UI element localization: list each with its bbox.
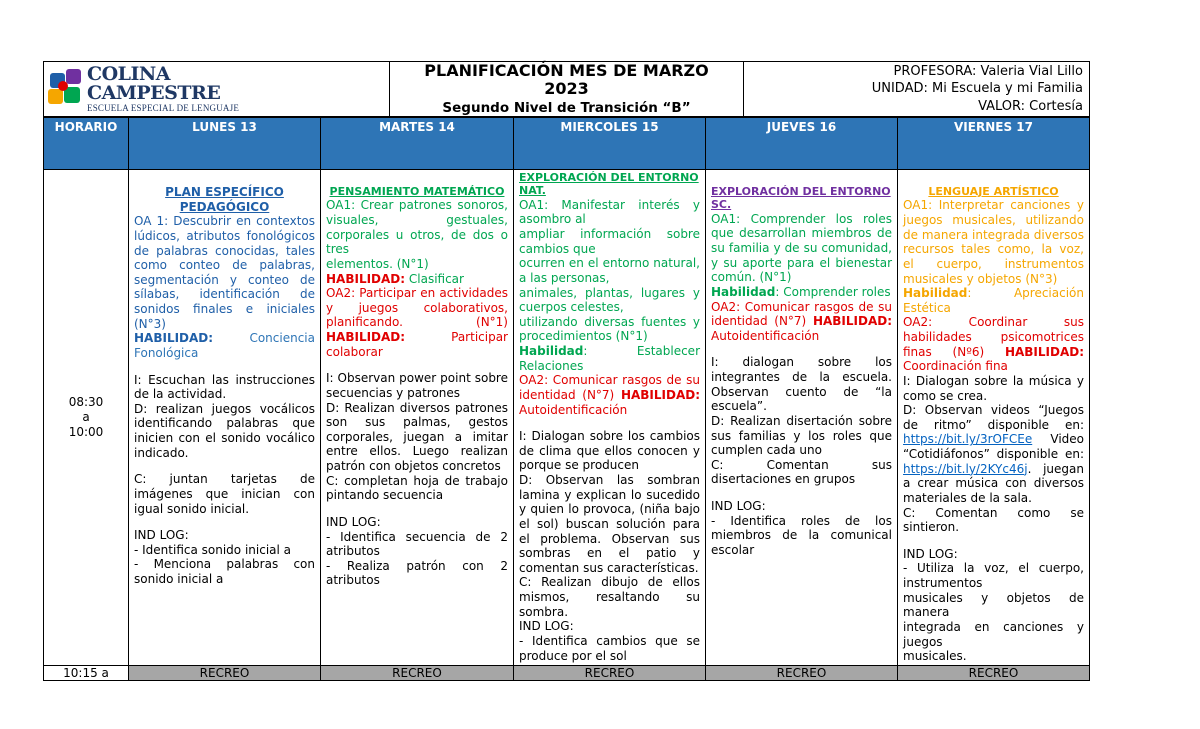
page-subtitle: Segundo Nivel de Transición “B” [442,99,691,116]
martes-oa2: OA2: Participar en actividades y juegos colaborativos, planificando. (N°1) [326,286,508,330]
unit-name: UNIDAD: Mi Escuela y mi Familia [871,81,1083,97]
col-header-miercoles: MIERCOLES 15 [514,118,706,170]
col-header-horario: HORARIO [44,118,129,170]
recreo-viernes: RECREO [898,665,1090,681]
martes-oa1: OA1: Crear patrones sonoros, visuales, gestuales, corporales u otros, de dos o tres elementos. (N°1) [326,198,508,271]
lunes-close: C: juntan tarjetas de imágenes que inician con igual sonido inicial. [134,472,315,516]
miercoles-cell [514,170,706,666]
martes-indicators: IND LOG: - Identifica secuencia de 2 atributos - Realiza patrón con 2 atributos [326,514,508,588]
lunes-hab-label: HABILIDAD: [134,331,214,346]
viernes-hab2-label: HABILIDAD: [1004,344,1084,359]
time-slot-2: 10:15 a [44,665,129,681]
time-slot: 08:30 a 10:00 [44,170,129,666]
video-link-ritmo[interactable]: https://bit.ly/3rOFCEe [903,432,1033,447]
jueves-cell [706,170,898,666]
col-header-martes: MARTES 14 [321,118,514,170]
col-header-jueves: JUEVES 16 [706,118,898,170]
lunes-activities: I: Escuchan las instrucciones de la actividad. D: realizan juegos vocálicos identificando palabras que inicien con el sonido vocálico indicado. [134,372,315,460]
recreo-row [44,665,1090,681]
jueves-oa2: OA2: Comunicar rasgos de su identidad (N°7) [711,299,892,329]
jueves-oa1: OA1: Comprender los roles que desarrollan miembros de su familia y de su comunidad, y su aporte para el bienestar común. (N°1) [711,211,892,285]
title-cell [390,62,744,117]
activity-row [44,170,1090,666]
jueves-hab2-label: HABILIDAD: [812,314,892,329]
logo-line1: COLINA [87,63,171,86]
miercoles-hab1: : Establecer Relaciones [519,344,700,373]
puzzle-logo-icon [48,69,84,109]
video-link-cotidiafonos[interactable]: https://bit.ly/2KYc46j [903,461,1028,476]
martes-activities: I: Observan power point sobre secuencias y patrones D: Realizan diversos patrones son sus palmas, gestos corporales, juegan a imitar entre ellos. Luego realizan patrón con objetos concretos C: completan hoja de trabajo pintando secuencia [326,371,508,503]
logo-line2: CAMPESTRE [87,82,221,105]
viernes-cell [898,170,1090,666]
viernes-hab1: : Apreciación Estética [903,286,1084,315]
martes-hab2: Participar colaborar [326,330,508,359]
jueves-hab2: Autoidentificación [711,328,820,343]
miercoles-hab1-label: Habilidad [519,344,584,359]
col-header-lunes: LUNES 13 [129,118,321,170]
recreo-lunes: RECREO [129,665,321,681]
schedule-table [43,117,1090,681]
miercoles-hab2: Autoidentificación [519,402,628,417]
jueves-title: EXPLORACIÓN DEL ENTORNO SC. [711,185,891,212]
school-logo [44,63,389,114]
viernes-title: LENGUAJE ARTÍSTICO [928,185,1059,198]
martes-title: PENSAMIENTO MATEMÁTICO [329,185,505,198]
logo-line3: ESCUELA ESPECIAL DE LENGUAJE [87,103,240,114]
lunes-indicators: IND LOG: - Identifica sonido inicial a - Menciona palabras con sonido inicial a [134,528,315,586]
lunes-hab: Conciencia Fonológica [134,331,315,360]
recreo-martes: RECREO [321,665,514,681]
miercoles-activities: I: Dialogan sobre los cambios de clima que ellos conocen y porque se producen D: Observan las sombran lamina y explican lo sucedido y quien lo provoca, (niña bajo el sol) buscan solución para el problema. Observan sus sombras en el patio y comentan sus características. C: Realizan dibujo de ellos mismos, resaltando su sombra. IND LOG: - Identifica cambios que se produce por el sol [519,429,700,663]
miercoles-oa1: OA1: Manifestar interés y asombro al ampliar información sobre cambios que ocurren en el entorno natural, a las personas, animales, plantas, lugares y cuerpos celestes, utilizando diversas fuentes y procedimientos (N°1) [519,197,700,344]
viernes-hab2: Coordinación fina [903,359,1008,374]
martes-hab1: Clasificar [405,271,464,286]
viernes-activities: I: Dialogan sobre la música y como se crea. D: Observan videos “Juegos de ritmo” disponible en: https://bit.ly/3rOFCEe Video “Cotidiáfonos” disponible en: https://bit.ly/2KYc46j. juegan a crear música con diversos materiales de la sala. C: Comentan como se sintieron. [903,373,1084,535]
header-row [44,118,1090,170]
value-name: VALOR: Cortesía [978,98,1083,114]
teacher-name: PROFESORA: Valeria Vial Lillo [893,63,1083,79]
jueves-activities: I: dialogan sobre los integrantes de la escuela. Observan cuento de “la escuela”. D: Realizan disertación sobre sus familias y los roles que cumplen cada uno C: Comentan sus disertaciones en grupos [711,355,892,487]
page-title-year: 2023 [544,79,589,99]
info-cell [744,62,1090,117]
jueves-indicators: IND LOG: - Identifica roles de los miembros de la comunical escolar [711,499,892,557]
lunes-cell [129,170,321,666]
lunes-title: PLAN ESPECÍFICO PEDAGÓGICO [165,185,284,214]
viernes-indicators: IND LOG: - Utiliza la voz, el cuerpo, instrumentos musicales y objetos de manera integrada en canciones y juegos musicales. [903,546,1084,664]
viernes-oa2: OA2: Coordinar sus habilidades psicomotrices finas (Nº6) [903,315,1084,359]
jueves-hab1: : Comprender roles [775,284,891,299]
lunes-oa: OA 1: Descubrir en contextos lúdicos, atributos fonológicos de palabras conocidas, tales como conteo de palabras, segmentación y conteo de sílabas, identificación de sonidos finales e iniciales (N°3) [134,214,315,331]
header-table [43,61,1090,117]
recreo-miercoles: RECREO [514,665,706,681]
recreo-jueves: RECREO [706,665,898,681]
page-title: PLANIFICACIÓN MES DE MARZO [424,61,709,80]
miercoles-title: EXPLORACIÓN DEL ENTORNO NAT. [519,171,699,198]
logo-cell [44,62,390,117]
martes-hab2-label: HABILIDAD: [326,330,406,345]
martes-hab1-label: HABILIDAD: [326,271,406,286]
jueves-hab1-label: Habilidad [711,284,776,299]
col-header-viernes: VIERNES 17 [898,118,1090,170]
miercoles-hab2-label: HABILIDAD: [620,387,700,402]
viernes-oa1: OA1: Interpretar canciones y juegos musicales, utilizando de manera integrada diversos recursos tales como, la voz, el cuerpo, instrumentos musicales y objetos (N°3) [903,198,1084,286]
martes-cell [321,170,514,666]
miercoles-oa2: OA2: Comunicar rasgos de su identidad (N°7) [519,373,700,402]
viernes-hab1-label: Habilidad [903,286,968,301]
